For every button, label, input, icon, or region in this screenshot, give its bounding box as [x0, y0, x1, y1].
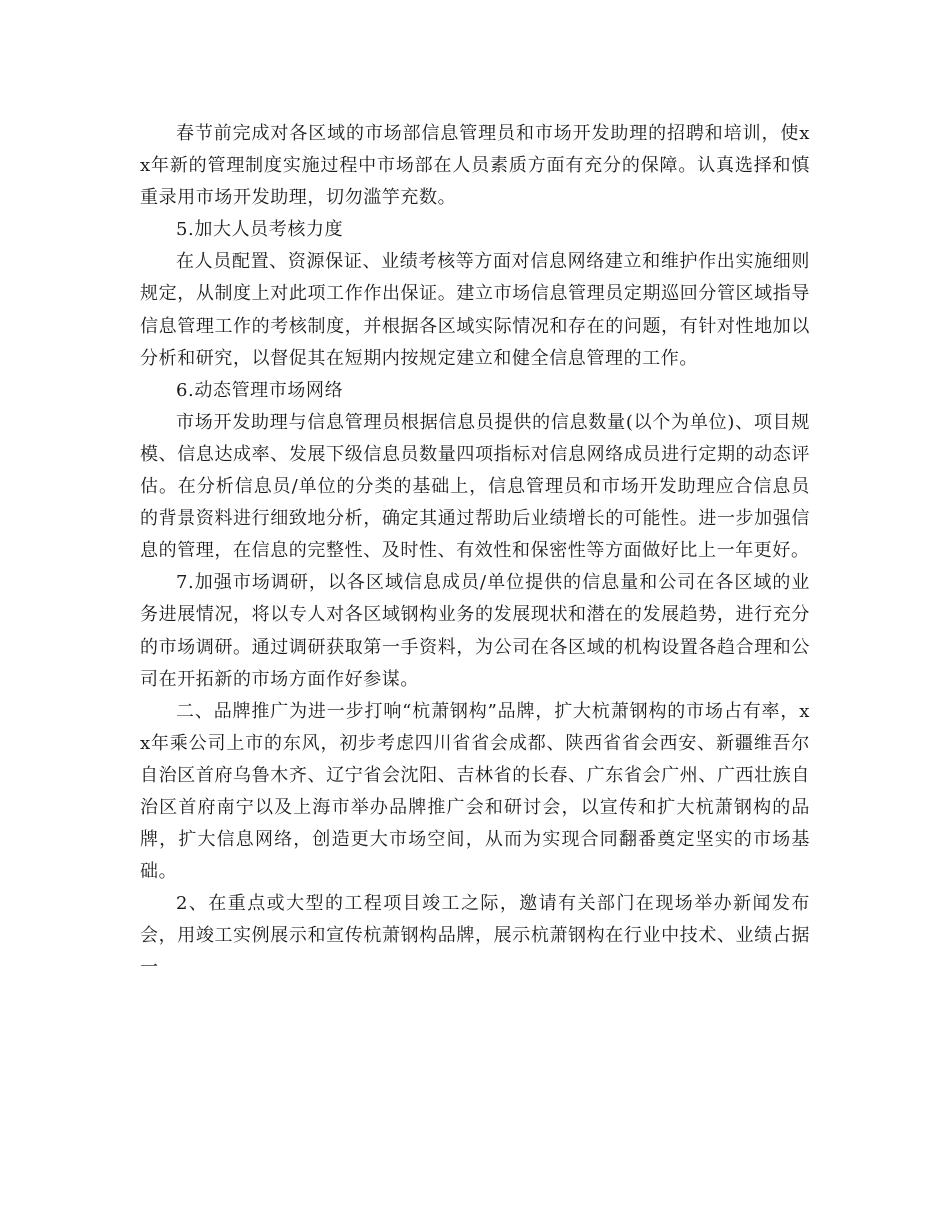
paragraph-dynamic-evaluation: 市场开发助理与信息管理员根据信息员提供的信息数量(以个为单位)、项目规模、信息达成率、发展下级信息员数量四项指标对信息网络成员进行定期的动态评估。在分析信息员/单位的分类的基础上，信息管理员和市场开发助理应合信息员的背景资料进行细致地分析，确定其通过帮助后业绩增长的可能性。进一步加强信息的管理，在信息的完整性、及时性、有效性和保密性等方面做好比上一年更好。: [140, 411, 810, 562]
document-body: [140, 118, 810, 985]
paragraph-brand-promotion: 二、品牌推广为进一步打响“杭萧钢构”品牌，扩大杭萧钢构的市场占有率，xx年乘公司上市的东风，初步考虑四川省省会成都、陕西省省会西安、新疆维吾尔自治区首府乌鲁木齐、辽宁省会沈阳、吉林省的长春、广东省会广州、广西壮族自治区首府南宁以及上海市举办品牌推广会和研讨会，以宣传和扩大杭萧钢构的品牌，扩大信息网络，创造更大市场空间，从而为实现合同翻番奠定坚实的市场基础。: [140, 700, 810, 883]
paragraph-recruitment-training: 春节前完成对各区域的市场部信息管理员和市场开发助理的招聘和培训，使xx年新的管理制度实施过程中市场部在人员素质方面有充分的保障。认真选择和慎重录用市场开发助理，切勿滥竽充数。: [140, 123, 810, 209]
paragraph-7-market-research: 7.加强市场调研，以各区域信息成员/单位提供的信息量和公司在各区域的业务进展情况，将以专人对各区域钢构业务的发展现状和潜在的发展趋势，进行充分的市场调研。通过调研获取第一手资料，为公司在各区域的机构设置各趋合理和公司在开拓新的市场方面作好参谋。: [140, 572, 810, 690]
heading-5-staff-assessment: 5.加大人员考核力度: [176, 219, 344, 241]
heading-6-dynamic-network: 6.动态管理市场网络: [176, 379, 344, 401]
paragraph-assessment-system: 在人员配置、资源保证、业绩考核等方面对信息网络建立和维护作出实施细则规定，从制度上对此项工作作出保证。建立市场信息管理员定期巡回分管区域指导信息管理工作的考核制度，并根据各区域实际情况和存在的问题，有针对性地加以分析和研究，以督促其在短期内按规定建立和健全信息管理的工作。: [140, 251, 810, 369]
paragraph-press-conference: 2、在重点或大型的工程项目竣工之际，邀请有关部门在现场举办新闻发布会，用竣工实例展示和宣传杭萧钢构品牌，展示杭萧钢构在行业中技术、业绩占据一: [140, 893, 810, 979]
